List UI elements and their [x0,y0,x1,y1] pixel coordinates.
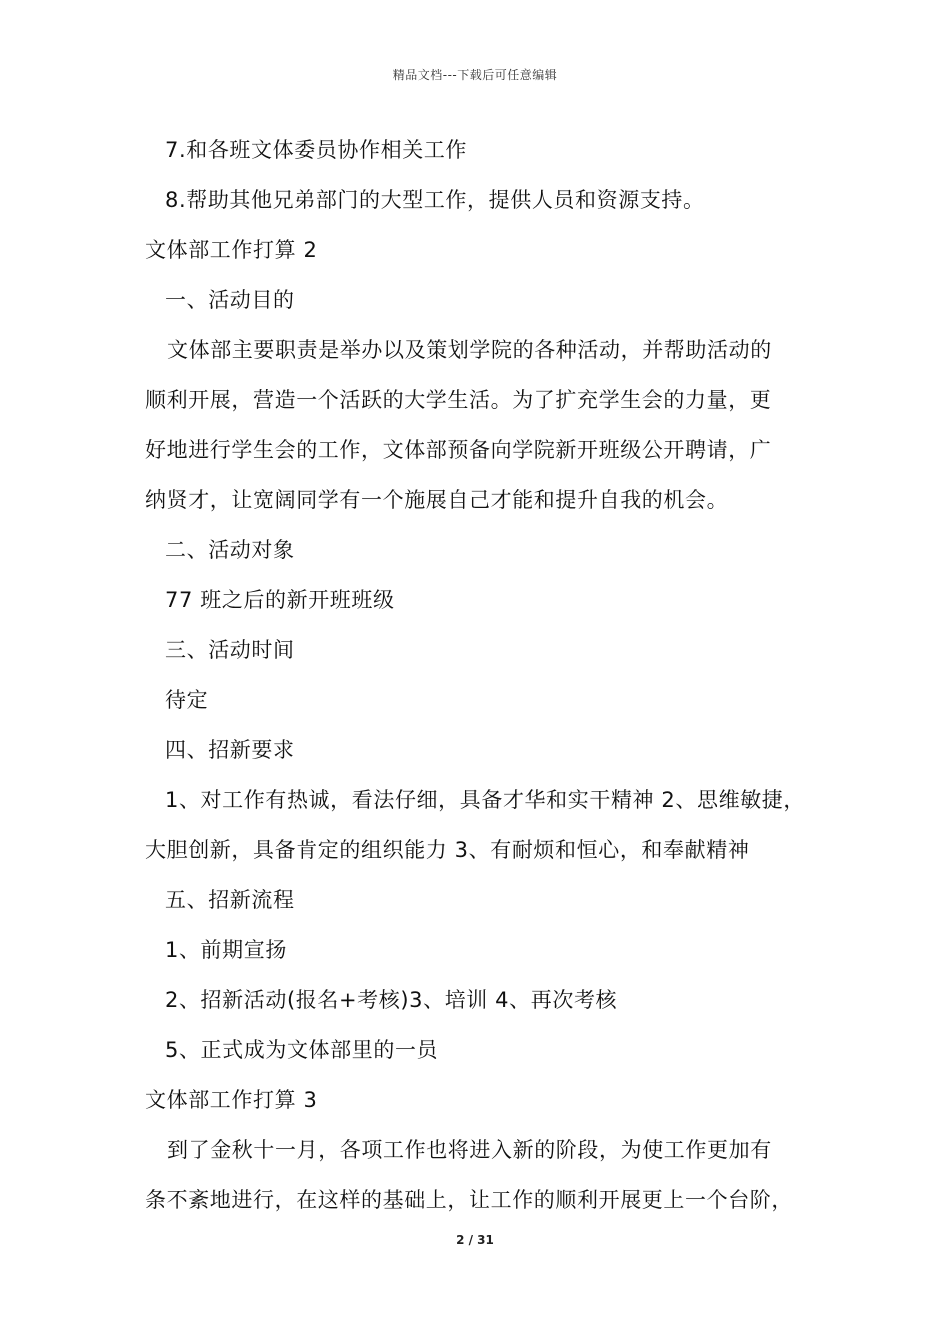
paragraph-line: 纳贤才，让宽阔同学有一个施展自己才能和提升自我的机会。 [145,488,729,512]
paragraph-line: 1、对工作有热诚，看法仔细，具备才华和实干精神 2、思维敏捷， [165,788,805,812]
paragraph-line: 到了金秋十一月，各项工作也将进入新的阶段，为使工作更加有 [167,1138,772,1162]
page-header: 精品文档---下载后可任意编辑 [392,68,558,82]
paragraph-line: 待定 [165,688,209,712]
subsection-heading: 三、活动时间 [165,638,295,662]
page-indicator: 2 / 31 [456,1233,494,1247]
list-item: 7.和各班文体委员协作相关工作 [165,138,468,162]
paragraph-line: 文体部主要职责是举办以及策划学院的各种活动，并帮助活动的 [167,338,772,362]
list-item: 1、前期宣扬 [165,938,287,962]
paragraph-line: 好地进行学生会的工作，文体部预备向学院新开班级公开聘请，广 [145,438,772,462]
list-item: 2、招新活动(报名+考核)3、培训 4、再次考核 [165,988,618,1012]
subsection-heading: 五、招新流程 [165,888,295,912]
paragraph-line: 77 班之后的新开班班级 [165,588,395,612]
section-heading: 文体部工作打算 3 [145,1088,318,1112]
subsection-heading: 四、招新要求 [165,738,295,762]
paragraph-line: 条不紊地进行，在这样的基础上，让工作的顺利开展更上一个台阶， [145,1188,793,1212]
section-heading: 文体部工作打算 2 [145,238,318,262]
paragraph-line: 顺利开展，营造一个活跃的大学生活。为了扩充学生会的力量，更 [145,388,772,412]
list-item: 5、正式成为文体部里的一员 [165,1038,439,1062]
subsection-heading: 二、活动对象 [165,538,295,562]
paragraph-line: 大胆创新，具备肯定的组织能力 3、有耐烦和恒心，和奉献精神 [145,838,750,862]
subsection-heading: 一、活动目的 [165,288,295,312]
list-item: 8.帮助其他兄弟部门的大型工作，提供人员和资源支持。 [165,188,705,212]
